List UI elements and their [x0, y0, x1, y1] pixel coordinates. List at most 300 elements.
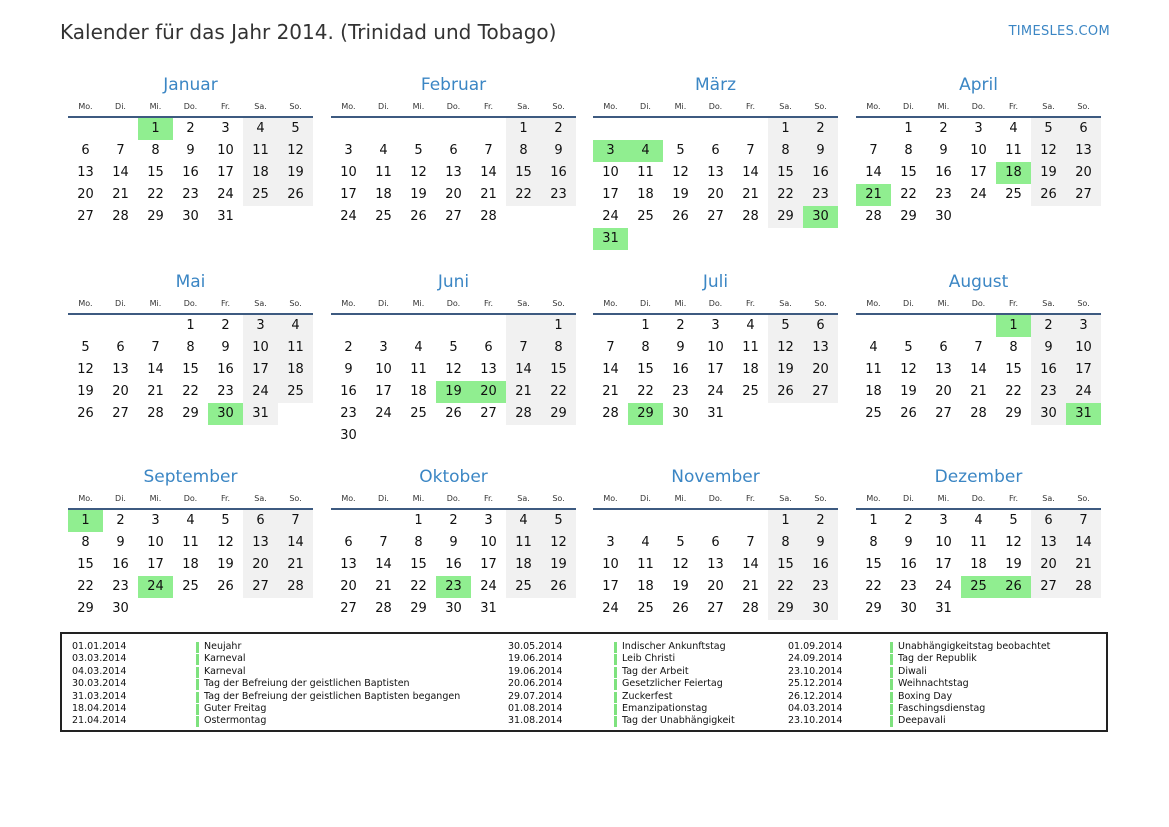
day: 2	[939, 121, 948, 136]
day: 7	[116, 143, 125, 158]
empty-cell	[471, 118, 506, 140]
day: 10	[602, 557, 619, 572]
day: 28	[742, 601, 759, 616]
empty-cell	[401, 425, 436, 447]
day: 2	[803, 510, 838, 532]
week-row	[593, 381, 838, 403]
day: 18	[865, 384, 882, 399]
day: 24	[217, 187, 234, 202]
holiday-date: 31.08.2014	[508, 715, 563, 727]
holiday-date: 31.03.2014	[72, 690, 127, 702]
holiday-day: 1	[996, 315, 1031, 337]
weekday-label: Mo.	[341, 494, 356, 503]
month-3	[856, 74, 1101, 228]
empty-cell	[471, 315, 506, 337]
day: 6	[449, 143, 458, 158]
day: 12	[1005, 535, 1022, 550]
day: 16	[900, 557, 917, 572]
week-row	[331, 184, 576, 206]
day: 9	[221, 340, 230, 355]
holiday-name: Indischer Ankunftstag	[622, 641, 726, 652]
weekday-label: Mi.	[412, 299, 425, 308]
week-row	[331, 381, 576, 403]
holiday-name: Guter Freitag	[204, 702, 267, 714]
day: 5	[541, 510, 576, 532]
holiday-name: Tag der Befreiung der geistlichen Baptisten	[204, 678, 410, 690]
holiday-date: 25.12.2014	[788, 678, 843, 690]
weekday-label: Mi.	[674, 299, 687, 308]
day: 29	[147, 209, 164, 224]
day: 17	[217, 165, 234, 180]
day: 10	[1066, 337, 1101, 359]
day: 11	[742, 340, 759, 355]
weekday-label: Mo.	[603, 494, 618, 503]
week-row	[331, 425, 576, 447]
day: 2	[344, 340, 353, 355]
holiday-marker	[614, 667, 617, 678]
day: 11	[243, 140, 278, 162]
week-row	[856, 532, 1101, 554]
day: 11	[970, 535, 987, 550]
day: 5	[81, 340, 90, 355]
weekday-label: Mi.	[937, 494, 950, 503]
day: 25	[742, 384, 759, 399]
day: 21	[278, 554, 313, 576]
empty-cell	[768, 228, 803, 250]
day: 18	[410, 384, 427, 399]
month-6	[593, 271, 838, 425]
day: 30	[112, 601, 129, 616]
holiday-day: 4	[628, 140, 663, 162]
day: 15	[637, 362, 654, 377]
holiday-name: Unabhängigkeitstag beobachtet	[898, 641, 1051, 652]
empty-cell	[733, 118, 768, 140]
day: 14	[147, 362, 164, 377]
weekday-label: Mi.	[674, 494, 687, 503]
empty-cell	[103, 315, 138, 337]
day: 3	[939, 513, 948, 528]
day: 6	[243, 510, 278, 532]
day: 11	[375, 165, 392, 180]
weekday-label: So.	[552, 494, 565, 503]
weekday-label: Do.	[708, 102, 723, 111]
day: 27	[243, 576, 278, 598]
day: 5	[676, 535, 685, 550]
day: 14	[480, 165, 497, 180]
holiday-day: 30	[803, 206, 838, 228]
day: 8	[768, 140, 803, 162]
day: 9	[344, 362, 353, 377]
day: 12	[768, 337, 803, 359]
holiday-day: 29	[628, 403, 663, 425]
month-4	[68, 271, 313, 425]
day: 1	[641, 318, 650, 333]
holiday-row	[788, 703, 1169, 715]
day: 26	[278, 184, 313, 206]
week-row	[593, 532, 838, 554]
holiday-date: 30.05.2014	[508, 641, 563, 652]
day: 18	[506, 554, 541, 576]
day: 29	[768, 206, 803, 228]
holiday-day: 30	[208, 403, 243, 425]
weekday-label: Di.	[378, 494, 389, 503]
holiday-date: 24.09.2014	[788, 653, 843, 665]
empty-cell	[733, 510, 768, 532]
day: 6	[711, 143, 720, 158]
holiday-row	[788, 666, 1169, 678]
day: 30	[182, 209, 199, 224]
weekday-label: Fr.	[745, 102, 756, 111]
day: 27	[935, 406, 952, 421]
week-row	[331, 532, 576, 554]
day: 2	[676, 318, 685, 333]
day: 26	[541, 576, 576, 598]
holiday-date: 01.09.2014	[788, 641, 843, 652]
empty-cell	[663, 118, 698, 140]
weekday-label: Sa.	[254, 494, 267, 503]
empty-cell	[541, 598, 576, 620]
empty-cell	[996, 598, 1031, 620]
day: 13	[480, 362, 497, 377]
holiday-date: 01.01.2014	[72, 641, 127, 652]
week-row	[593, 598, 838, 620]
empty-cell	[856, 315, 891, 337]
day: 26	[768, 381, 803, 403]
day: 6	[81, 143, 90, 158]
holiday-row	[72, 666, 472, 678]
day: 17	[935, 557, 952, 572]
week-row	[593, 118, 838, 140]
day: 21	[742, 187, 759, 202]
empty-cell	[366, 510, 401, 532]
weekday-label: So.	[289, 102, 302, 111]
day: 2	[803, 118, 838, 140]
day: 27	[707, 209, 724, 224]
day: 20	[77, 187, 94, 202]
holiday-marker	[614, 692, 617, 703]
empty-cell	[663, 510, 698, 532]
week-row	[856, 403, 1101, 425]
day: 3	[221, 121, 230, 136]
empty-cell	[593, 118, 628, 140]
day: 18	[742, 362, 759, 377]
day: 7	[746, 535, 755, 550]
weekday-label: Do.	[708, 299, 723, 308]
day: 27	[1031, 576, 1066, 598]
day: 27	[480, 406, 497, 421]
day: 4	[278, 315, 313, 337]
week-row	[68, 381, 313, 403]
day: 24	[375, 406, 392, 421]
empty-cell	[506, 425, 541, 447]
day: 5	[449, 340, 458, 355]
day: 28	[112, 209, 129, 224]
day: 25	[182, 579, 199, 594]
empty-cell	[471, 425, 506, 447]
day: 17	[243, 359, 278, 381]
day: 5	[904, 340, 913, 355]
holiday-date: 19.06.2014	[508, 653, 563, 665]
day: 7	[151, 340, 160, 355]
day: 10	[707, 340, 724, 355]
page-title: Kalender für das Jahr 2014. (Trinidad und Tobago)	[60, 20, 557, 44]
day: 8	[81, 535, 90, 550]
day: 12	[445, 362, 462, 377]
day: 16	[935, 165, 952, 180]
weekday-label: So.	[1077, 299, 1090, 308]
day: 8	[869, 535, 878, 550]
holiday-day: 21	[856, 184, 891, 206]
holiday-date: 26.12.2014	[788, 690, 843, 702]
day: 18	[243, 162, 278, 184]
empty-cell	[401, 118, 436, 140]
empty-cell	[331, 315, 366, 337]
weekday-label: Mo.	[341, 299, 356, 308]
holiday-date: 20.06.2014	[508, 678, 563, 690]
day: 3	[484, 513, 493, 528]
weekday-label: Fr.	[1008, 102, 1019, 111]
day: 23	[803, 184, 838, 206]
day: 23	[340, 406, 357, 421]
weekday-header	[331, 98, 576, 118]
day: 3	[379, 340, 388, 355]
day: 30	[935, 209, 952, 224]
weekday-label: Do.	[446, 494, 461, 503]
empty-cell	[506, 598, 541, 620]
day: 23	[803, 576, 838, 598]
day: 29	[410, 601, 427, 616]
holiday-name: Neujahr	[204, 641, 242, 652]
day: 31	[243, 403, 278, 425]
weekday-label: Do.	[971, 494, 986, 503]
day: 23	[217, 384, 234, 399]
day: 27	[1066, 184, 1101, 206]
day: 26	[410, 209, 427, 224]
holiday-day: 31	[593, 228, 628, 250]
day: 12	[217, 535, 234, 550]
day: 15	[768, 554, 803, 576]
week-row	[593, 403, 838, 425]
holiday-row	[788, 715, 1169, 727]
holiday-name: Tag der Unabhängigkeit	[622, 715, 735, 727]
holiday-marker	[196, 692, 199, 703]
day: 1	[768, 118, 803, 140]
empty-cell	[138, 598, 173, 620]
day: 4	[414, 340, 423, 355]
day: 17	[480, 557, 497, 572]
day: 7	[869, 143, 878, 158]
holiday-date: 18.04.2014	[72, 702, 127, 714]
weekday-header	[593, 295, 838, 315]
week-row	[68, 554, 313, 576]
day: 2	[541, 118, 576, 140]
holiday-row	[72, 641, 472, 653]
weekday-label: Sa.	[779, 102, 792, 111]
weekday-label: Di.	[640, 299, 651, 308]
day: 22	[637, 384, 654, 399]
holiday-name: Faschingsdienstag	[898, 702, 986, 714]
weekday-label: Sa.	[254, 299, 267, 308]
weekday-label: Sa.	[517, 299, 530, 308]
week-row	[68, 532, 313, 554]
weekday-label: Fr.	[745, 494, 756, 503]
holiday-name: Diwali	[898, 665, 927, 677]
empty-cell	[961, 315, 996, 337]
weekday-label: Di.	[115, 299, 126, 308]
day: 24	[707, 384, 724, 399]
day: 16	[1031, 359, 1066, 381]
day: 6	[116, 340, 125, 355]
holiday-marker	[890, 654, 893, 665]
day: 29	[1005, 406, 1022, 421]
day: 10	[243, 337, 278, 359]
day: 28	[865, 209, 882, 224]
holiday-date: 29.07.2014	[508, 690, 563, 702]
day: 12	[77, 362, 94, 377]
holiday-marker	[196, 716, 199, 727]
empty-cell	[506, 206, 541, 228]
day: 27	[340, 601, 357, 616]
empty-cell	[768, 403, 803, 425]
weekday-label: Mi.	[149, 102, 162, 111]
day: 14	[506, 359, 541, 381]
holiday-marker	[890, 679, 893, 690]
week-row	[856, 206, 1101, 228]
day: 14	[375, 557, 392, 572]
day: 8	[506, 140, 541, 162]
day: 14	[112, 165, 129, 180]
day: 2	[221, 318, 230, 333]
day: 21	[112, 187, 129, 202]
day: 7	[1066, 510, 1101, 532]
day: 23	[112, 579, 129, 594]
holiday-name: Zuckerfest	[622, 690, 673, 702]
day: 11	[410, 362, 427, 377]
day: 13	[112, 362, 129, 377]
day: 10	[935, 535, 952, 550]
day: 14	[742, 557, 759, 572]
day: 23	[182, 187, 199, 202]
day: 4	[243, 118, 278, 140]
holiday-row	[788, 678, 1169, 690]
day: 9	[1031, 337, 1066, 359]
holiday-date: 03.03.2014	[72, 653, 127, 665]
day: 13	[1066, 140, 1101, 162]
day: 9	[116, 535, 125, 550]
month-name: Juli	[702, 272, 729, 292]
holiday-row	[788, 641, 1169, 653]
day: 5	[414, 143, 423, 158]
month-name: Dezember	[934, 467, 1023, 487]
day: 18	[182, 557, 199, 572]
day: 4	[186, 513, 195, 528]
week-row	[856, 554, 1101, 576]
day: 20	[707, 187, 724, 202]
day: 5	[676, 143, 685, 158]
week-row	[68, 206, 313, 228]
week-row	[68, 359, 313, 381]
day: 5	[1031, 118, 1066, 140]
holiday-day: 18	[996, 162, 1031, 184]
day: 3	[974, 121, 983, 136]
week-row	[331, 359, 576, 381]
day: 28	[742, 209, 759, 224]
day: 8	[904, 143, 913, 158]
day: 13	[340, 557, 357, 572]
site-link[interactable]: TIMESLES.COM	[1008, 24, 1110, 39]
weekday-label: Do.	[708, 494, 723, 503]
day: 30	[340, 428, 357, 443]
weekday-label: Sa.	[517, 494, 530, 503]
weekday-label: Fr.	[1008, 299, 1019, 308]
holiday-marker	[614, 654, 617, 665]
empty-cell	[541, 206, 576, 228]
day: 19	[1031, 162, 1066, 184]
weekday-label: Fr.	[483, 494, 494, 503]
weekday-label: Do.	[446, 102, 461, 111]
week-row	[331, 162, 576, 184]
day: 1	[414, 513, 423, 528]
day: 3	[344, 143, 353, 158]
day: 15	[768, 162, 803, 184]
day: 24	[602, 209, 619, 224]
weekday-label: Sa.	[517, 102, 530, 111]
empty-cell	[663, 228, 698, 250]
day: 6	[344, 535, 353, 550]
holiday-name: Tag der Befreiung der geistlichen Baptisten begangen	[204, 690, 461, 702]
holiday-name: Tag der Arbeit	[622, 665, 689, 677]
day: 17	[602, 187, 619, 202]
day: 31	[935, 601, 952, 616]
day: 27	[112, 406, 129, 421]
day: 20	[803, 359, 838, 381]
holiday-row	[788, 653, 1169, 665]
day: 19	[768, 359, 803, 381]
day: 25	[637, 601, 654, 616]
empty-cell	[961, 598, 996, 620]
day: 12	[410, 165, 427, 180]
weekday-label: Fr.	[220, 494, 231, 503]
month-7	[856, 271, 1101, 425]
week-row	[331, 337, 576, 359]
day: 11	[637, 165, 654, 180]
day: 23	[672, 384, 689, 399]
week-row	[593, 315, 838, 337]
week-row	[856, 337, 1101, 359]
day: 16	[340, 384, 357, 399]
day: 5	[221, 513, 230, 528]
day: 28	[375, 601, 392, 616]
day: 19	[672, 187, 689, 202]
weekday-label: Sa.	[1042, 299, 1055, 308]
day: 29	[541, 403, 576, 425]
weekday-label: Fr.	[1008, 494, 1019, 503]
weekday-label: Mo.	[603, 299, 618, 308]
day: 20	[935, 384, 952, 399]
day: 14	[1066, 532, 1101, 554]
weekday-label: Sa.	[779, 299, 792, 308]
empty-cell	[1031, 598, 1066, 620]
day: 15	[506, 162, 541, 184]
day: 7	[606, 340, 615, 355]
day: 21	[506, 381, 541, 403]
day: 24	[480, 579, 497, 594]
day: 31	[707, 406, 724, 421]
weekday-header	[593, 98, 838, 118]
day: 14	[865, 165, 882, 180]
weekday-label: Di.	[378, 102, 389, 111]
day: 4	[1009, 121, 1018, 136]
